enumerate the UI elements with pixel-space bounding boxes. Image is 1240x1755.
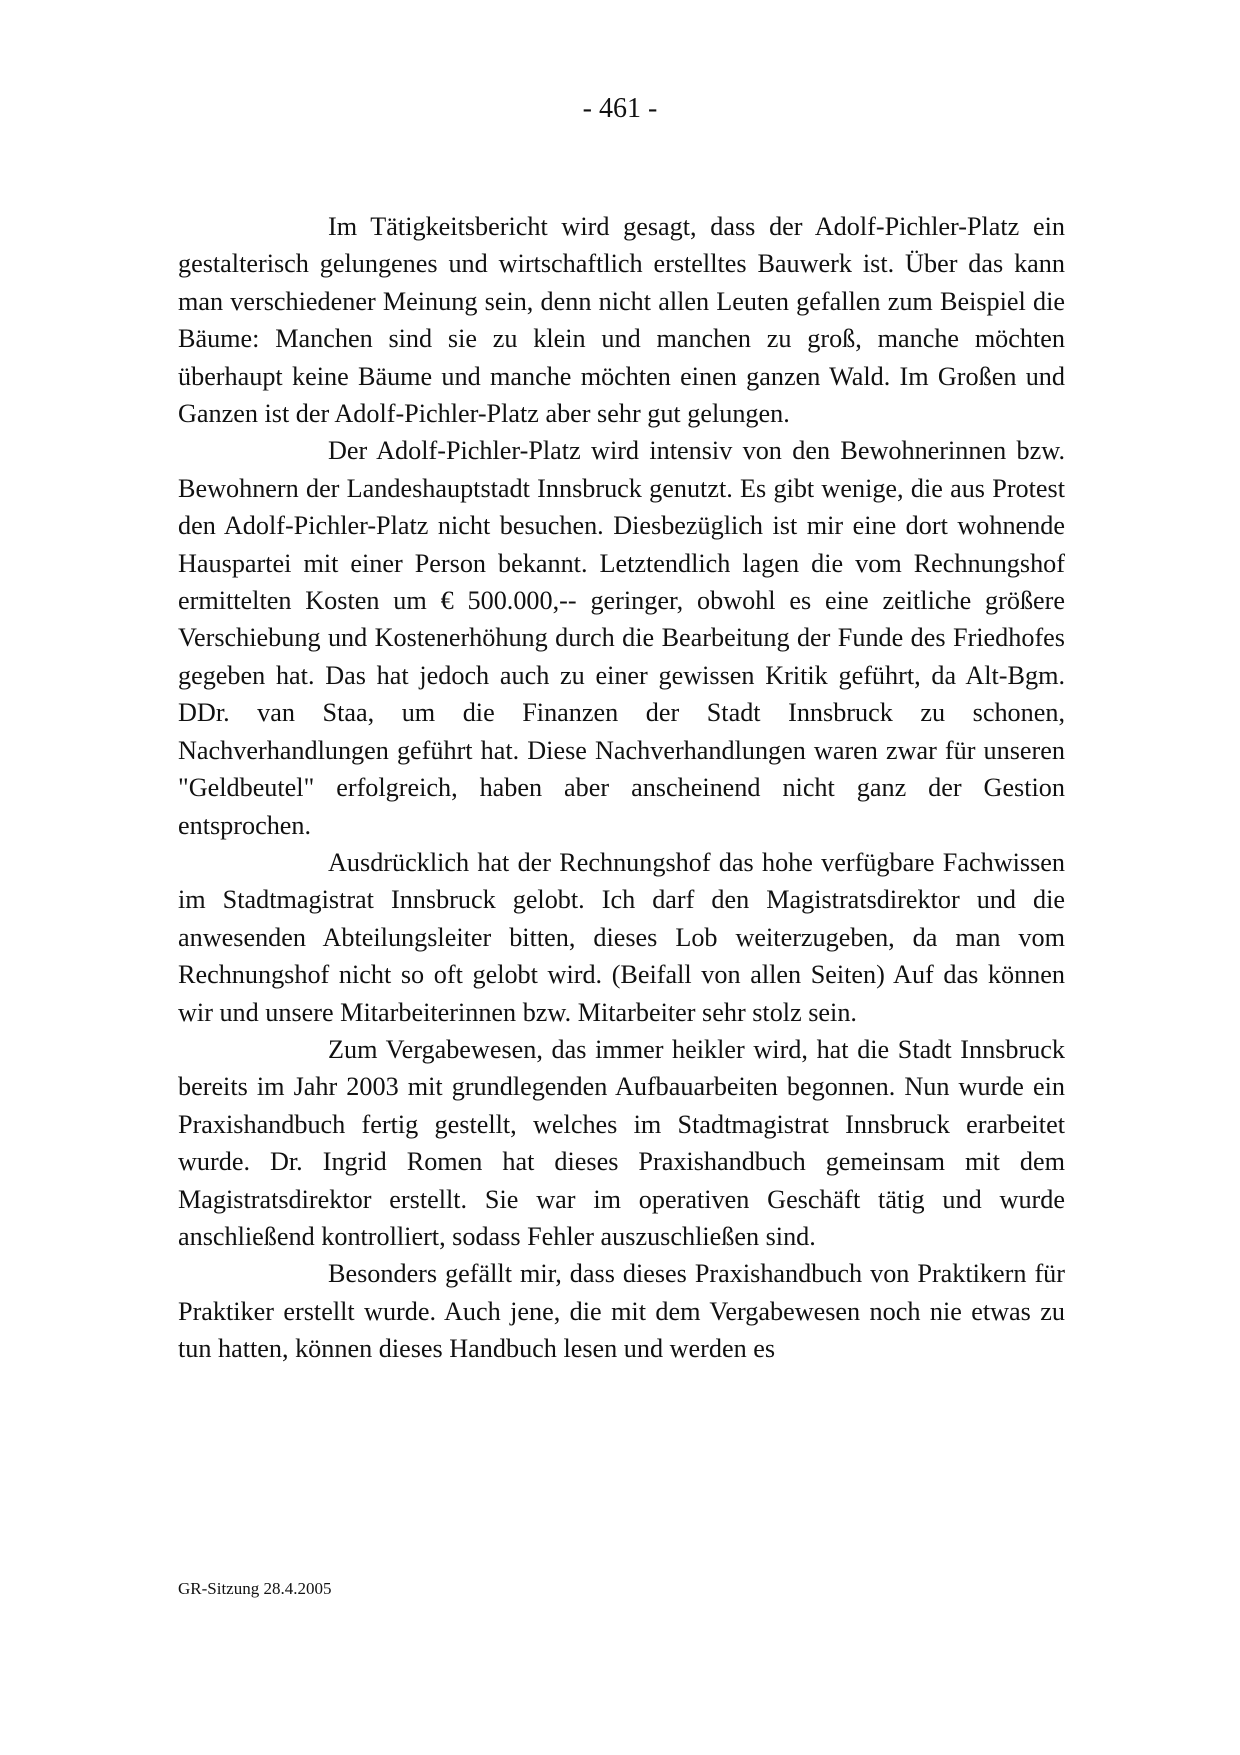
document-body	[178, 208, 1065, 1368]
paragraph-vergabewesen: Zum Vergabewesen, das immer heikler wird, hat die Stadt Innsbruck bereits im Jahr 2003 mit grundlegenden Aufbauarbeiten begonnen. Nun wurde ein Praxishandbuch fertig gestellt, welches im Stadtmagistrat Innsbruck erarbeitet wurde. Dr. Ingrid Romen hat dieses Praxishandbuch gemeinsam mit dem Magistratsdirektor erstellt. Sie war im operativen Geschäft tätig und wurde anschließend kontrolliert, sodass Fehler auszuschließen sind.	[178, 1034, 1065, 1251]
page-footer: GR-Sitzung 28.4.2005	[178, 1579, 332, 1598]
paragraph-praxishandbuch: Besonders gefällt mir, dass dieses Praxishandbuch von Praktikern für Praktiker erstellt wurde. Auch jene, die mit dem Vergabewesen noch nie etwas zu tun hatten, können dieses Handbuch lesen und werden es	[178, 1259, 1065, 1364]
paragraph-fachwissen-lob: Ausdrücklich hat der Rechnungshof das hohe verfügbare Fachwissen im Stadtmagistrat Innsbruck gelobt. Ich darf den Magistratsdirektor und die anwesenden Abteilungsleiter bitten, dieses Lob weiterzugeben, da man vom Rechnungshof nicht so oft gelobt wird. (Beifall von allen Seiten) Auf das können wir und unsere Mitarbeiterinnen bzw. Mitarbeiter sehr stolz sein.	[178, 847, 1065, 1027]
paragraph-nutzung-kosten: Der Adolf-Pichler-Platz wird intensiv von den Bewohnerinnen bzw. Bewohnern der Landeshauptstadt Innsbruck genutzt. Es gibt wenige, die aus Protest den Adolf-Pichler-Platz nicht besuchen. Diesbezüglich ist mir eine dort wohnende Hauspartei mit einer Person bekannt. Letztendlich lagen die vom Rechnungshof ermittelten Kosten um € 500.000,-- geringer, obwohl es eine zeitliche größere Verschiebung und Kostenerhöhung durch die Bearbeitung der Funde des Friedhofes gegeben hat. Das hat jedoch auch zu einer gewissen Kritik geführt, da Alt-Bgm. DDr. van Staa, um die Finanzen der Stadt Innsbruck zu schonen, Nachverhandlungen geführt hat. Diese Nachverhandlungen waren zwar für unseren "Geldbeutel" erfolgreich, haben aber anscheinend nicht ganz der Gestion entsprochen.	[178, 436, 1065, 840]
page-number: - 461 -	[582, 93, 658, 124]
paragraph-adolf-pichler-platz: Im Tätigkeitsbericht wird gesagt, dass der Adolf-Pichler-Platz ein gestalterisch gelungenes und wirtschaftlich erstelltes Bauwerk ist. Über das kann man verschiedener Meinung sein, denn nicht allen Leuten gefallen zum Beispiel die Bäume: Manchen sind sie zu klein und manchen zu groß, manche möchten überhaupt keine Bäume und manche möchten einen ganzen Wald. Im Großen und Ganzen ist der Adolf-Pichler-Platz aber sehr gut gelungen.	[178, 212, 1065, 429]
